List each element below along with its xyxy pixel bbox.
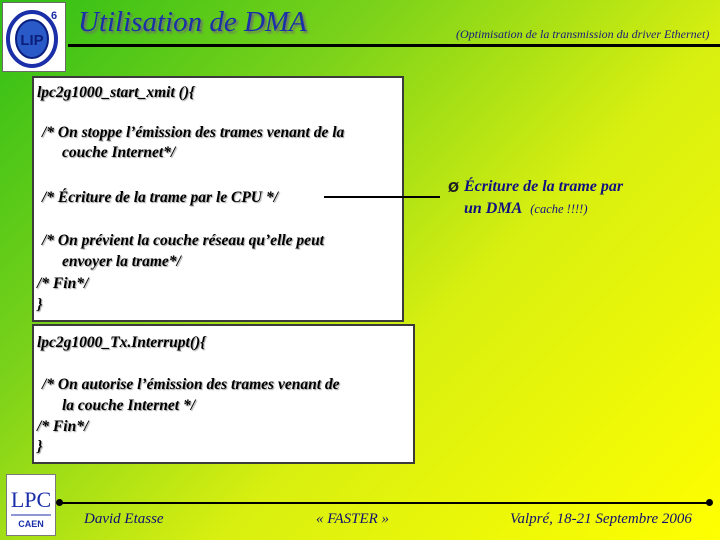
code-line: } bbox=[37, 296, 43, 313]
code-line: /* Écriture de la trame par le CPU */ bbox=[42, 189, 278, 206]
code-line: /* Fin*/ bbox=[37, 418, 89, 435]
bullet-line-1: Écriture de la trame par bbox=[464, 178, 624, 195]
footer-rule bbox=[60, 502, 710, 504]
lab-logo-icon bbox=[3, 3, 65, 71]
code-line: lpc2g1000_start_xmit (){ bbox=[37, 84, 195, 101]
slide-subtitle: (Optimisation de la transmission du driver Ethernet) bbox=[456, 27, 710, 41]
connector-line bbox=[324, 196, 440, 198]
code-line: } bbox=[37, 438, 43, 455]
code-line: lpc2g1000_Tx.Interrupt(){ bbox=[37, 334, 206, 351]
lab-logo-top bbox=[2, 2, 66, 72]
code-line: /* On stoppe l’émission des trames venant de la bbox=[42, 124, 345, 141]
footer-event: « FASTER » bbox=[316, 511, 390, 527]
footer-place-date: Valpré, 18-21 Septembre 2006 bbox=[510, 511, 692, 527]
code-line: la couche Internet */ bbox=[62, 397, 196, 414]
lab-logo-sup: 6 bbox=[51, 10, 58, 22]
footer-author: David Etasse bbox=[84, 511, 164, 527]
bullet-dma-text: un DMA bbox=[464, 200, 523, 217]
bullet-line-2 bbox=[464, 200, 588, 218]
lpc-caen-logo bbox=[6, 474, 56, 536]
code-line: /* On prévient la couche réseau qu’elle peut bbox=[42, 232, 324, 249]
lpc-logo-text: LPC bbox=[10, 487, 52, 512]
code-line: /* Fin*/ bbox=[37, 275, 89, 292]
lpc-logo-caption: CAEN bbox=[18, 519, 44, 529]
slide-title: Utilisation de DMA bbox=[78, 6, 307, 38]
footer-dot-right bbox=[706, 499, 713, 506]
code-line: /* On autorise l’émission des trames venant de bbox=[42, 376, 340, 393]
lpc-logo-icon bbox=[7, 475, 55, 535]
lab-logo-text: LIP bbox=[20, 32, 44, 49]
arrow-bullet-icon: Ø bbox=[448, 181, 460, 196]
code-box-tx-interrupt bbox=[32, 324, 415, 464]
code-line: envoyer la trame*/ bbox=[62, 253, 181, 270]
header-rule bbox=[68, 44, 720, 47]
code-box-start-xmit bbox=[32, 76, 404, 322]
bullet-note: (cache !!!!) bbox=[530, 202, 588, 216]
code-line: couche Internet*/ bbox=[62, 144, 176, 161]
